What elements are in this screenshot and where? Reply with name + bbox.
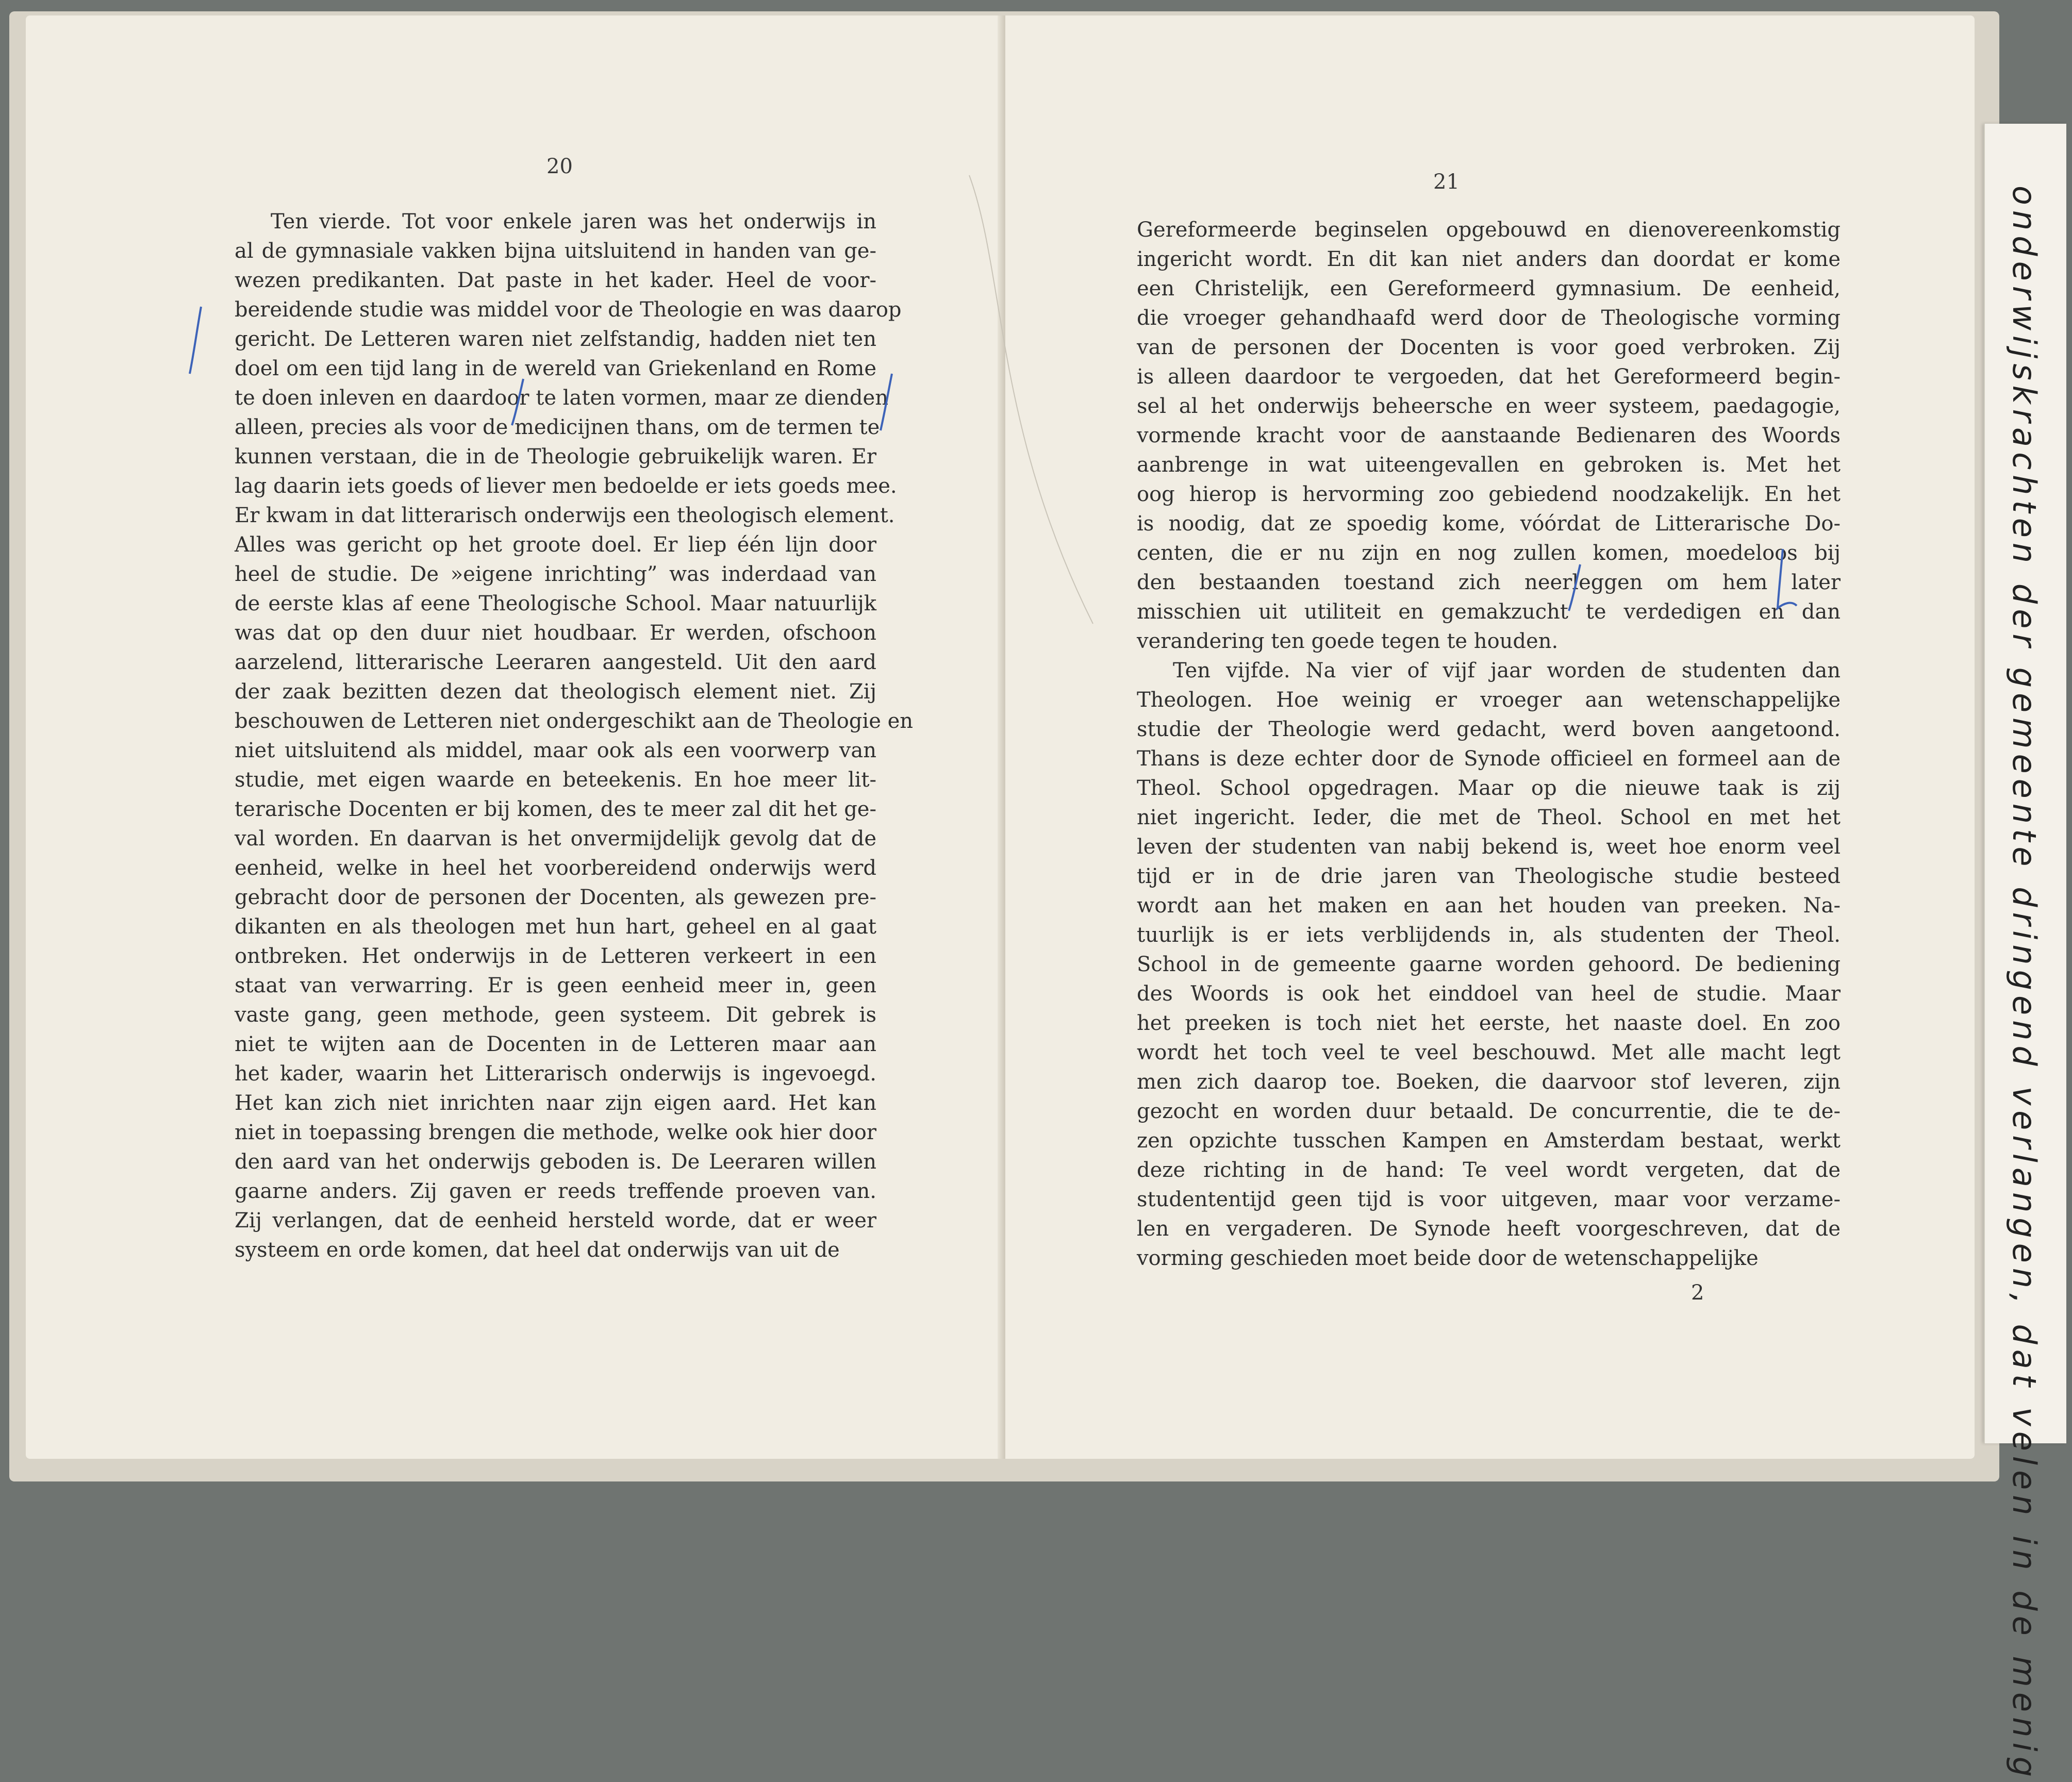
- text-line: studie der Theologie werd gedacht, werd boven aangetoond.: [1137, 718, 1841, 741]
- text-line: centen, die er nu zijn en nog zullen komen, moedeloos bij: [1137, 541, 1841, 565]
- text-line: leven der studenten van nabij bekend is, weet hoe enorm veel: [1137, 835, 1841, 859]
- text-line: deze richting in de hand: Te veel wordt vergeten, dat de: [1137, 1158, 1841, 1182]
- text-line: studie, met eigen waarde en beteekenis. En hoe meer lit-: [235, 768, 876, 792]
- text-line: is alleen daardoor te vergoeden, dat het Gereformeerd begin-: [1137, 365, 1841, 389]
- text-line: beschouwen de Letteren niet ondergeschikt aan de Theologie en: [235, 709, 914, 733]
- text-line: wordt het toch veel te veel beschouwd. Met alle macht legt: [1137, 1041, 1841, 1064]
- text-line: niet in toepassing brengen die methode, welke ook hier door: [235, 1121, 876, 1144]
- text-line: al de gymnasiale vakken bijna uitsluitend in handen van ge-: [235, 239, 876, 263]
- pen-mark-right-margin: [1773, 546, 1804, 613]
- text-line: Alles was gericht op het groote doel. Er liep één lijn door: [235, 533, 876, 557]
- text-line: terarische Docenten er bij komen, des te meer zal dit het ge-: [235, 797, 876, 821]
- text-line: Theologen. Hoe weinig er vroeger aan wetenschappelijke: [1137, 688, 1841, 712]
- text-line: niet uitsluitend als middel, maar ook als een voorwerp van: [235, 739, 876, 762]
- right-page-text: [1137, 215, 1841, 1273]
- text-line: den aard van het onderwijs geboden is. De Leeraren willen: [235, 1150, 876, 1174]
- text-line: van de personen der Docenten is voor goed verbroken. Zij: [1137, 336, 1841, 359]
- text-line: niet te wijten aan de Docenten in de Letteren maar aan: [235, 1032, 876, 1056]
- text-line: der zaak bezitten dezen dat theologisch element niet. Zij: [235, 680, 876, 704]
- text-line: den bestaanden toestand zich neerleggen om hem later: [1137, 571, 1841, 594]
- page-number-left: 20: [546, 155, 573, 178]
- pen-mark-left-inline: [508, 376, 528, 428]
- text-line: men zich daarop toe. Boeken, die daarvoor stof leveren, zijn: [1137, 1070, 1841, 1094]
- text-line: misschien uit utiliteit en gemakzucht te verdedigen en dan: [1137, 600, 1841, 624]
- text-line: studententijd geen tijd is voor uitgeven, maar voor verzame-: [1137, 1188, 1841, 1211]
- text-line: gericht. De Letteren waren niet zelfstandig, hadden niet ten: [235, 327, 876, 351]
- text-line: oog hierop is hervorming zoo gebiedend noodzakelijk. En het: [1137, 482, 1841, 506]
- right-page: [1005, 15, 1975, 1459]
- faint-pencil-arc: [964, 170, 1098, 634]
- text-line: lag daarin iets goeds of liever men bedoelde er iets goeds mee.: [235, 474, 897, 498]
- text-line: is noodig, dat ze spoedig kome, vóórdat de Litterarische Do-: [1137, 512, 1841, 536]
- text-line: gezocht en worden duur betaald. De concurrentie, die te de-: [1137, 1100, 1841, 1123]
- text-line: vaste gang, geen methode, geen systeem. Dit gebrek is: [235, 1003, 876, 1027]
- text-line: gebracht door de personen der Docenten, als gewezen pre-: [235, 886, 876, 909]
- text-line: was dat op den duur niet houdbaar. Er werden, ofschoon: [235, 621, 876, 645]
- text-line: vormende kracht voor de aanstaande Bedienaren des Woords: [1137, 424, 1841, 447]
- text-line: te doen inleven en daardoor te laten vormen, maar ze dienden: [235, 386, 888, 410]
- text-line: aarzelend, litterarische Leeraren aangesteld. Uit den aard: [235, 651, 876, 674]
- text-line: eenheid, welke in heel het voorbereidend onderwijs werd: [235, 856, 876, 880]
- text-line: Thans is deze echter door de Synode officieel en formeel aan de: [1137, 747, 1841, 771]
- text-line: heel de studie. De »eigene inrichting” was inderdaad van: [235, 562, 876, 586]
- text-line: ingericht wordt. En dit kan niet anders dan doordat er kome: [1137, 247, 1841, 271]
- pen-mark-left-margin: [186, 304, 206, 376]
- text-line: Het kan zich niet inrichten naar zijn eigen aard. Het kan: [235, 1091, 876, 1115]
- text-line: des Woords is ook het einddoel van heel de studie. Maar: [1137, 982, 1841, 1006]
- text-line: vorming geschieden moet beide door de wetenschappelijke: [1137, 1246, 1759, 1270]
- text-line: len en vergaderen. De Synode heeft voorgeschreven, dat de: [1137, 1217, 1841, 1241]
- text-line: dikanten en als theologen met hun hart, geheel en al gaat: [235, 915, 876, 939]
- text-line: zen opzichte tusschen Kampen en Amsterdam bestaat, werkt: [1137, 1129, 1841, 1153]
- text-line: staat van verwarring. Er is geen eenheid meer in, geen: [235, 974, 876, 997]
- text-line: Ten vijfde. Na vier of vijf jaar worden de studenten dan: [1173, 659, 1841, 682]
- pen-mark-left-right-margin: [876, 371, 897, 433]
- text-line: bereidende studie was middel voor de Theologie en was daarop: [235, 298, 902, 322]
- text-line: het kader, waarin het Litterarisch onderwijs is ingevoegd.: [235, 1062, 876, 1086]
- text-line: niet ingericht. Ieder, die met de Theol. School en met het: [1137, 806, 1841, 829]
- text-line: Er kwam in dat litterarisch onderwijs een theologisch element.: [235, 504, 895, 527]
- text-line: die vroeger gehandhaafd werd door de Theologische vorming: [1137, 306, 1841, 330]
- text-line: de eerste klas af eene Theologische School. Maar natuurlijk: [235, 592, 876, 615]
- text-line: wordt aan het maken en aan het houden van preeken. Na-: [1137, 894, 1841, 918]
- text-line: Gereformeerde beginselen opgebouwd en dienovereenkomstig: [1137, 218, 1841, 242]
- pen-mark-right-inline: [1565, 562, 1585, 613]
- text-line: School in de gemeente gaarne worden gehoord. De bediening: [1137, 953, 1841, 976]
- page-number-right: 21: [1433, 170, 1460, 194]
- text-line: verandering ten goede tegen te houden.: [1137, 629, 1559, 653]
- text-line: Theol. School opgedragen. Maar op die nieuwe taak is zij: [1137, 776, 1841, 800]
- text-line: een Christelijk, een Gereformeerd gymnasium. De eenheid,: [1137, 277, 1841, 301]
- text-line: kunnen verstaan, die in de Theologie gebruikelijk waren. Er: [235, 445, 876, 469]
- text-line: gaarne anders. Zij gaven er reeds treffende proeven van.: [235, 1179, 876, 1203]
- text-line: tuurlijk is er iets verblijdends in, als studenten der Theol.: [1137, 923, 1841, 947]
- signature-mark: 2: [1691, 1281, 1704, 1305]
- text-line: systeem en orde komen, dat heel dat onderwijs van uit de: [235, 1238, 840, 1262]
- text-line: alleen, precies als voor de medicijnen thans, om de termen te: [235, 415, 880, 439]
- text-line: val worden. En daarvan is het onvermijdelijk gevolg dat de: [235, 827, 876, 851]
- text-line: het preeken is toch niet het eerste, het naaste doel. En zoo: [1137, 1011, 1841, 1035]
- text-line: wezen predikanten. Dat paste in het kader. Heel de voor-: [235, 269, 876, 292]
- handwritten-note: onderwijskrachten der gemeente dringend verlangen, dat velen in de menig: [2005, 186, 2043, 1782]
- text-line: aanbrenge in wat uiteengevallen en gebroken is. Met het: [1137, 453, 1841, 477]
- text-line: sel al het onderwijs beheersche en weer systeem, paedagogie,: [1137, 394, 1841, 418]
- text-line: Ten vierde. Tot voor enkele jaren was het onderwijs in: [271, 210, 876, 234]
- text-line: Zij verlangen, dat de eenheid hersteld worde, dat er weer: [235, 1209, 876, 1233]
- left-page-text: [235, 207, 914, 1265]
- left-page: [26, 15, 1005, 1459]
- text-line: ontbreken. Het onderwijs in de Letteren verkeert in een: [235, 944, 876, 968]
- text-line: doel om een tijd lang in de wereld van Griekenland en Rome: [235, 357, 876, 380]
- text-line: tijd er in de drie jaren van Theologische studie besteed: [1137, 864, 1841, 888]
